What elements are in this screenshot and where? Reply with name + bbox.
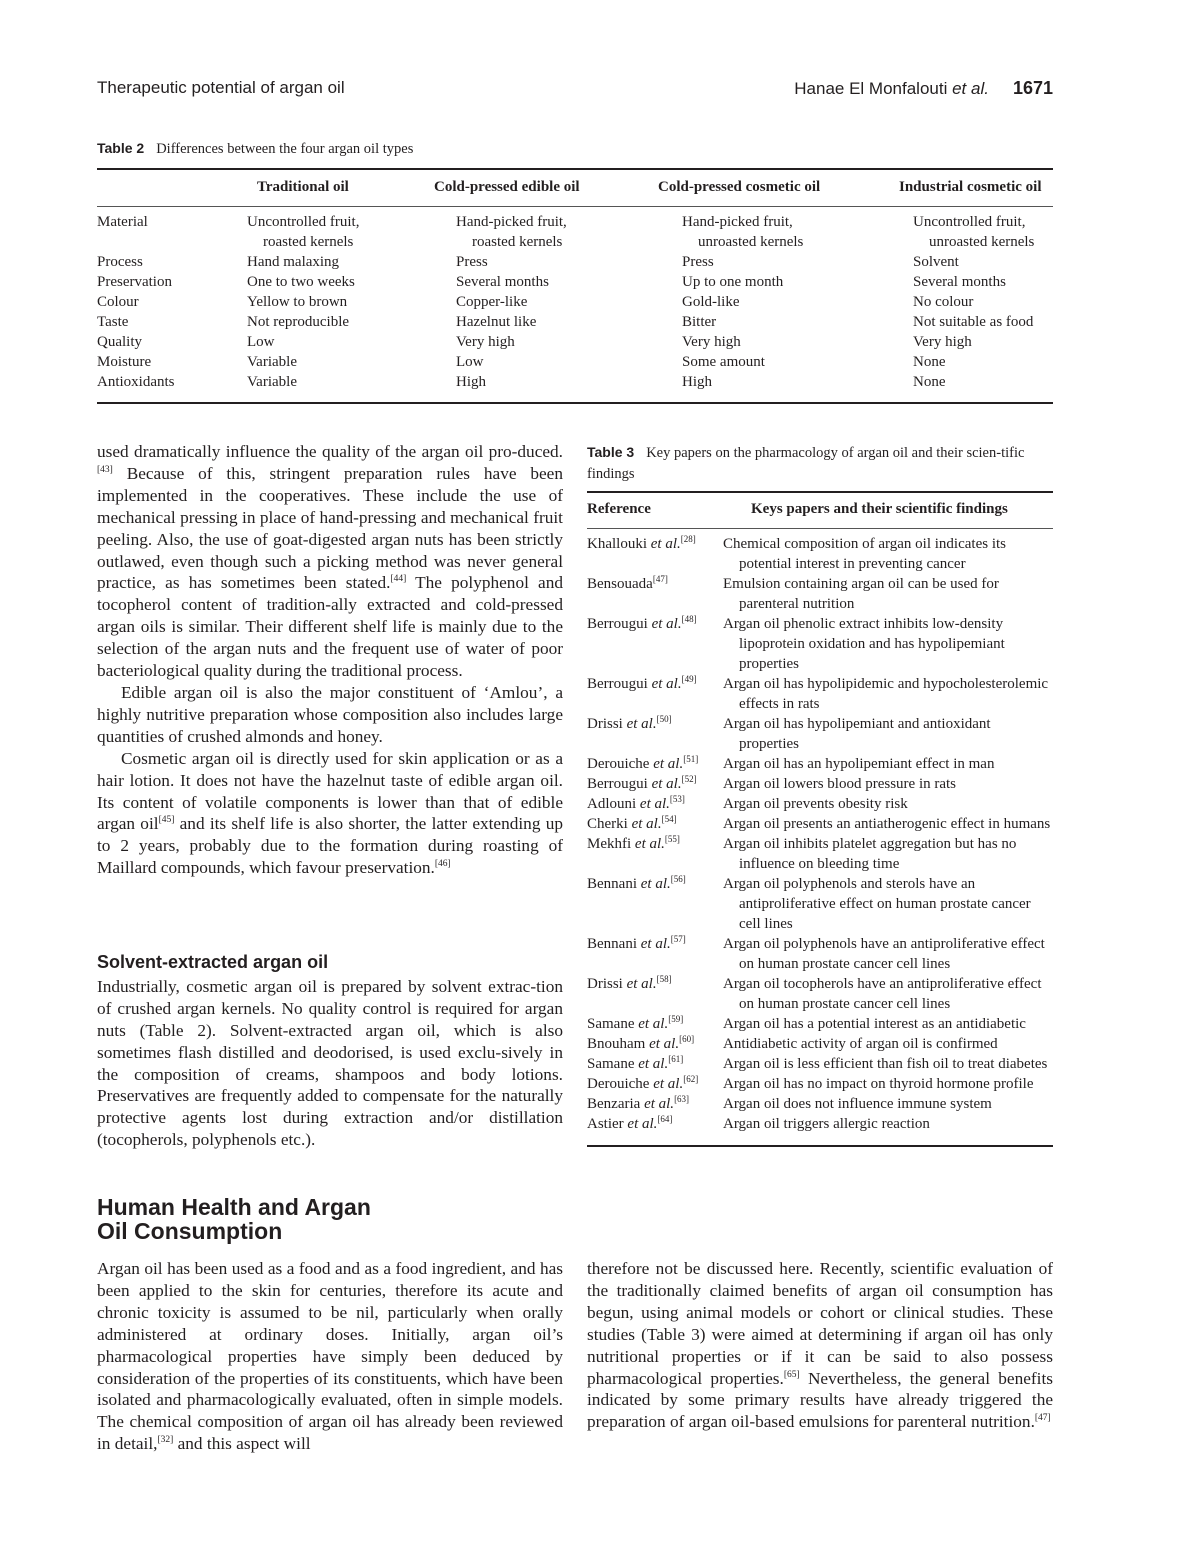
cell-line: Hand-picked fruit, [456,214,567,230]
reference-cell [587,614,723,674]
table-cell: Solvent [913,254,959,270]
cell-line: Uncontrolled fruit, [247,214,360,230]
table2-col-industrial: Industrial cosmetic oil [899,179,1042,195]
reference-cell [587,754,723,774]
table2-col-traditional: Traditional oil [257,179,349,195]
finding-cell: Argan oil does not influence immune system [723,1096,992,1112]
author: Bnouham [587,1036,646,1052]
table-cell: Hazelnut like [456,314,537,330]
citation: [49] [681,674,697,684]
et-al: et al. [634,836,665,852]
finding-cell: Argan oil prevents obesity risk [723,796,908,812]
citation: [50] [656,714,672,724]
author: Derouiche [587,756,650,772]
text: and this aspect will [173,1434,311,1454]
text: used dramatically influence the quality of the argan oil pro-duced. [97,442,563,461]
table-row [97,252,1053,272]
table-row [587,1034,1053,1054]
citation: [57] [670,934,686,944]
table-row [97,312,1053,332]
table-cell: None [913,354,946,370]
table-row [587,674,1053,714]
table-row [587,934,1053,974]
table-row [587,814,1053,834]
table-row [587,774,1053,794]
paragraph: Edible argan oil is also the major constituent of ‘Amlou’, a highly nutritive preparation whose composition also includes large quantities of crushed almonds and honey. [97,682,563,746]
citation: [47] [652,574,668,584]
et-al: et al. [631,816,662,832]
reference-cell [587,1094,723,1114]
table-cell: Variable [247,354,297,370]
row-label: Quality [97,334,142,350]
table-cell: Very high [682,334,741,350]
row-label: Colour [97,294,139,310]
table3-caption [587,442,1053,485]
table-row [587,874,1053,934]
text: and its shelf life is also shorter, the latter extending up to 2 years, probably due to the formation during roasting of Maillard compounds, which favour preservation. [97,814,563,878]
page-number: 1671 [1012,78,1053,98]
row-label: Taste [97,314,129,330]
reference-cell [587,934,723,974]
section-heading [97,1195,563,1243]
table-row [587,1094,1053,1114]
author: Benzaria [587,1096,641,1112]
table2-caption-text: Differences between the four argan oil types [156,141,414,157]
text: The polyphenol and tocopherol content of tradition-ally extracted and cold-pressed argan oils is similar. Their different shelf life is mainly due to the selection of the argan nuts and the frequent use of water of poor bacteriological quality during the traditional process. [97,573,563,681]
text: Argan oil has been used as a food and as a food ingredient, and has been applied to the skin for centuries, therefore its acute and chronic toxicity is assumed to be nil, particularly when orally administered at ordinary doses. Initially, argan oil’s pharmacological properties have simply been deduced by consideration of the properties of its constituents, which have been isolated and pharmacologically evaluated, often in simple models. The chemical composition of argan oil has already been reviewed in detail, [97,1259,563,1454]
text: Because of this, stringent preparation rules have been implemented in the cooperatives. These include the use of mechanical pressing in place of hand-pressing and mechanical fruit peeling. Also, the use of goat-digested argan nuts has been strictly outlawed, even though such a picking method was never general practice, as has sometimes been stated. [97,463,563,593]
left-column [97,441,563,879]
et-al: et al. [627,1116,658,1132]
citation: [58] [656,974,672,984]
finding-cell: Argan oil presents an antiatherogenic effect in humans [723,816,1051,832]
et-al: et al. [639,796,670,812]
table2-label: Table 2 [97,140,145,156]
citation: [56] [670,874,686,884]
table2-col-cold-edible: Cold-pressed edible oil [434,179,580,195]
table-row [587,534,1053,574]
running-head [97,78,1053,104]
table-cell: Yellow to brown [247,294,348,310]
table-cell [247,212,359,252]
author: Bensouada [587,576,653,592]
cell-line: roasted kernels [263,234,354,250]
table2-caption [97,140,413,158]
et-al: et al. [653,1076,684,1092]
table-cell: Several months [456,274,549,290]
left-column-section2 [97,952,563,1151]
citation: [53] [669,794,685,804]
reference-cell [587,794,723,814]
citation: [44] [390,574,407,585]
table2-header [97,170,1053,207]
paragraph [97,1258,563,1455]
table3-label: Table 3 [587,444,635,460]
finding-cell: Emulsion containing argan oil can be used for parenteral nutrition [723,576,999,612]
author: Adlouni [587,796,637,812]
et-al: et al. [626,716,657,732]
table-cell: Gold-like [682,294,740,310]
cell-line: Hand-picked fruit, [682,214,793,230]
et-al: et al. [640,876,671,892]
author: Drissi [587,716,623,732]
table3-col-reference: Reference [587,501,651,517]
reference-cell [587,974,723,1014]
table-row [587,614,1053,674]
cell-line: Uncontrolled fruit, [913,214,1026,230]
author: Berrougui [587,776,648,792]
finding-cell: Argan oil has hypolipemiant and antioxidant properties [723,716,991,752]
running-author-page [794,78,1053,99]
table3-header [587,493,1053,529]
table-cell [913,212,1034,252]
heading-line: Oil Consumption [97,1218,283,1244]
author-etal: et al. [952,79,989,98]
citation: [47] [1034,1413,1051,1424]
table-row [587,834,1053,874]
citation: [43] [97,465,113,476]
table-cell: Some amount [682,354,765,370]
table-cell: None [913,374,946,390]
author: Berrougui [587,616,648,632]
table-cell: Several months [913,274,1006,290]
table3-body [587,529,1053,1145]
paragraph [587,1258,1053,1433]
table3 [587,491,1053,1147]
row-label: Moisture [97,354,152,370]
reference-cell [587,714,723,754]
et-al: et al. [651,776,682,792]
citation: [45] [158,815,175,826]
author-name: Hanae El Monfalouti [794,79,948,98]
citation: [48] [681,614,697,624]
table-row [97,272,1053,292]
reference-cell [587,1074,723,1094]
reference-cell [587,834,723,874]
section-heading-block [97,1195,563,1243]
et-al: et al. [651,616,682,632]
table-cell: Very high [913,334,972,350]
finding-cell: Argan oil has a potential interest as an antidiabetic [723,1016,1026,1032]
row-label: Process [97,254,143,270]
left-column-section3 [97,1258,563,1455]
finding-cell: Argan oil polyphenols and sterols have an antiproliferative effect on human prostate cancer cell lines [723,876,1031,932]
table-cell: One to two weeks [247,274,355,290]
author: Bennani [587,876,637,892]
heading-line: Human Health and Argan [97,1194,371,1220]
cell-line: unroasted kernels [698,234,804,250]
table-row [97,372,1053,392]
table-cell: High [682,374,712,390]
reference-cell [587,1014,723,1034]
table-row [587,714,1053,754]
citation: [61] [668,1054,684,1064]
et-al: et al. [640,936,671,952]
text: Cosmetic argan oil is directly used for skin application or as a hair lotion. It does not have the hazelnut taste of edible argan oil. Its content of volatile components is lower than that of edible argan oil [97,748,563,834]
finding-cell: Chemical composition of argan oil indicates its potential interest in preventing cancer [723,536,1007,572]
reference-cell [587,574,723,614]
reference-cell [587,674,723,714]
table-cell: No colour [913,294,974,310]
table-cell: Up to one month [682,274,784,290]
table-row [97,292,1053,312]
table2 [97,168,1053,404]
finding-cell: Argan oil phenolic extract inhibits low-density lipoprotein oxidation and has hypolipemiant properties [723,616,1005,672]
text: Nevertheless, the general benefits indicated by some primary results have already triggered the preparation of argan oil-based emulsions for parenteral nutrition. [587,1368,1053,1432]
table-row [97,352,1053,372]
table3-caption-text: Key papers on the pharmacology of argan oil and their scien-tific findings [587,445,1025,482]
table2-body [97,207,1053,402]
et-al: et al. [651,676,682,692]
author: Derouiche [587,1076,650,1092]
table-cell: Hand malaxing [247,254,340,270]
table-row [587,574,1053,614]
author: Samane [587,1016,635,1032]
author: Khallouki [587,536,647,552]
table3-col-findings: Keys papers and their scientific findings [751,501,1008,517]
row-label: Antioxidants [97,374,175,390]
citation: [52] [681,774,697,784]
section-subheading: Solvent-extracted argan oil [97,952,329,972]
reference-cell [587,1114,723,1134]
table-row [587,1074,1053,1094]
citation: [60] [679,1034,695,1044]
reference-cell [587,814,723,834]
citation: [59] [668,1014,684,1024]
author: Samane [587,1056,635,1072]
reference-cell [587,774,723,794]
finding-cell: Argan oil inhibits platelet aggregation but has no influence on bleeding time [723,836,1017,872]
table-row [587,754,1053,774]
reference-cell [587,1034,723,1054]
reference-cell [587,534,723,574]
table-row [587,974,1053,1014]
citation: [62] [683,1074,699,1084]
table-cell: Variable [247,374,297,390]
citation: [63] [674,1094,690,1104]
table-cell [682,212,803,252]
finding-cell: Argan oil is less efficient than fish oil to treat diabetes [723,1056,1048,1072]
table-cell: Press [682,254,714,270]
finding-cell: Argan oil has no impact on thyroid hormone profile [723,1076,1034,1092]
table-cell: Low [247,334,275,350]
table-row [587,1014,1053,1034]
text: therefore not be discussed here. Recently, scientific evaluation of the traditionally claimed benefits of argan oil consumption has begun, using animal models or cohort or clinical studies. These studies (Table 3) were aimed at determining if argan oil has only nutritional properties or if it can be said to also possess pharmacological properties. [587,1259,1053,1388]
et-al: et al. [649,1036,680,1052]
et-al: et al. [638,1016,669,1032]
et-al: et al. [650,536,681,552]
table2-col-cold-cosmetic: Cold-pressed cosmetic oil [658,179,821,195]
citation: [65] [783,1369,800,1380]
table-cell: Bitter [682,314,717,330]
reference-cell [587,874,723,934]
right-column [587,1258,1053,1433]
et-al: et al. [644,1096,675,1112]
table-cell: Not reproducible [247,314,350,330]
reference-cell [587,1054,723,1074]
cell-line: roasted kernels [472,234,563,250]
finding-cell: Argan oil tocopherols have an antiproliferative effect on human prostate cancer cell lines [723,976,1042,1012]
row-label: Preservation [97,274,172,290]
table-row [97,212,1053,252]
table-cell [456,212,567,252]
table-cell: Press [456,254,488,270]
citation: [54] [661,814,677,824]
table-cell: Very high [456,334,515,350]
citation: [55] [664,834,680,844]
finding-cell: Argan oil triggers allergic reaction [723,1116,930,1132]
finding-cell: Antidiabetic activity of argan oil is confirmed [723,1036,998,1052]
table-row [97,332,1053,352]
author: Berrougui [587,676,648,692]
running-author [794,79,989,98]
finding-cell: Argan oil lowers blood pressure in rats [723,776,957,792]
author: Cherki [587,816,628,832]
table-cell: Low [456,354,484,370]
finding-cell: Argan oil has an hypolipemiant effect in man [723,756,995,772]
row-label: Material [97,214,148,230]
table-row [587,794,1053,814]
author: Mekhfi [587,836,632,852]
citation: [51] [683,754,699,764]
finding-cell: Argan oil has hypolipidemic and hypocholesterolemic effects in rats [723,676,1049,712]
et-al: et al. [626,976,657,992]
table-row [587,1114,1053,1134]
paragraph [97,748,563,879]
citation: [46] [434,859,451,870]
author: Bennani [587,936,637,952]
table-row [587,1054,1053,1074]
author: Astier [587,1116,624,1132]
table-cell: High [456,374,486,390]
finding-cell: Argan oil polyphenols have an antiproliferative effect on human prostate cancer cell lines [723,936,1045,972]
cell-line: unroasted kernels [929,234,1035,250]
citation: [64] [657,1114,673,1124]
paragraph: Industrially, cosmetic argan oil is prepared by solvent extrac-tion of crushed argan kernels. No quality control is required for argan nuts (Table 2). Solvent-extracted argan oil, which is also sometimes flash distilled and deodorised, is used exclu-sively in the composition of creams, shampoos and body lotions. Preservatives are frequently added to compensate for the naturally protective agents lost during extraction and/or distillation (tocopherols, polyphenols etc.). [97,976,563,1150]
running-title: Therapeutic potential of argan oil [97,78,345,97]
citation: [28] [680,534,696,544]
paragraph [97,441,563,682]
citation: [32] [157,1435,174,1446]
et-al: et al. [653,756,684,772]
table-cell: Not suitable as food [913,314,1034,330]
table-cell: Copper-like [456,294,528,310]
et-al: et al. [638,1056,669,1072]
author: Drissi [587,976,623,992]
